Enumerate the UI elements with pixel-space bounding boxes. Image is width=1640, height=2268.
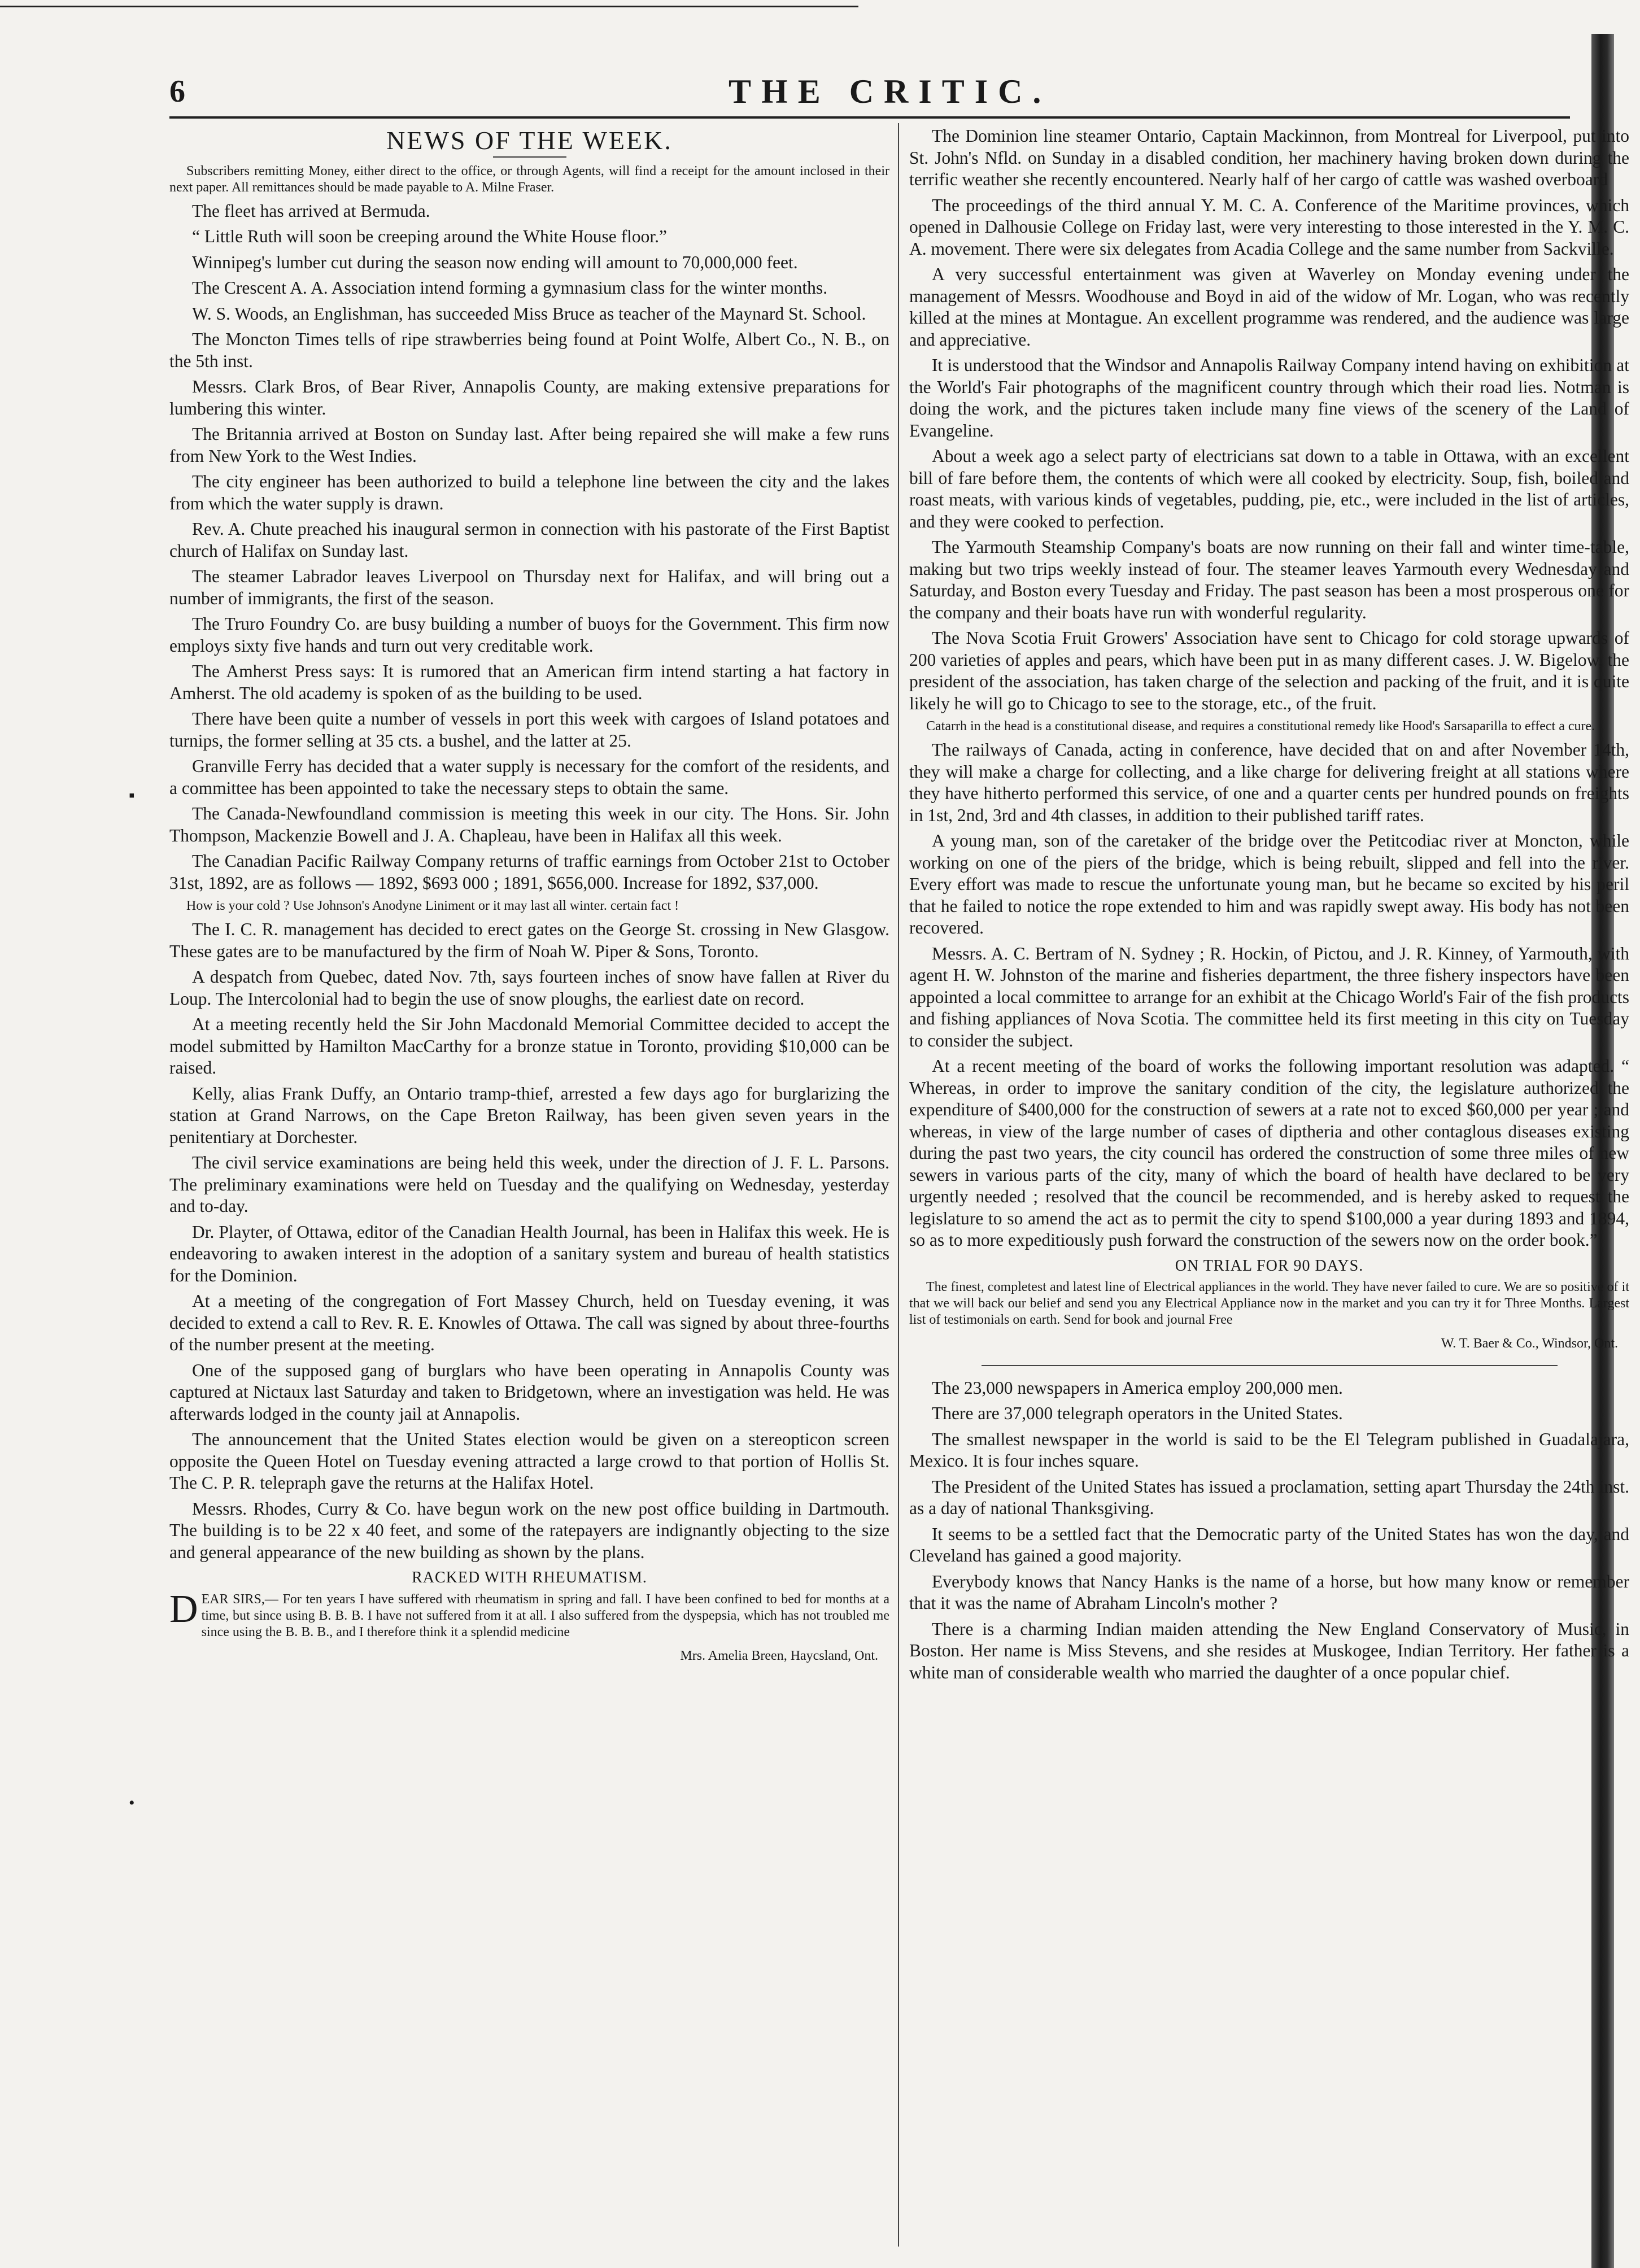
news-item: The Moncton Times tells of ripe strawberries being found at Point Wolfe, Albert Co., N. B., on the 5th inst.	[169, 329, 889, 371]
advertisement-title: ON TRIAL FOR 90 DAYS.	[1175, 1257, 1364, 1275]
news-item: The smallest newspaper in the world is said to be the El Telegram published in Guadalajara, Mexico. It is four inches square.	[909, 1429, 1629, 1471]
news-item: About a week ago a select party of electricians sat down to a table in Ottawa, with an excellent bill of fare before them, the contents of which were all cooked by electricity. Soup, fish, boiled and roast meats, with various kinds of vegetables, pudding, pie, etc., were included in the list of articles, and they were cooked to perfection.	[909, 446, 1629, 531]
news-item: At a meeting of the congregation of Fort Massey Church, held on Tuesday evening, it was decided to extend a call to Rev. R. E. Knowles of Ottawa. The call was signed by about three-fourths of the number present at the meeting.	[169, 1291, 889, 1354]
page-number: 6	[169, 74, 185, 109]
advertisement-liniment: How is your cold ? Use Johnson's Anodyne Liniment or it may last all winter. certain fact !	[186, 899, 679, 913]
news-item: At a recent meeting of the board of works the following important resolution was adapted. “ Whereas, in order to improve the sanitary condition of the city, the legislature authorized the expenditure of $400,000 for the construction of sewers at a rate not to exced $60,000 per year ; and whereas, in view of the large number of cases of diptheria and other contaglous diseases existing during the past two years, the city council has ordered the construction of some three miles of new sewers in various parts of the city, many of which the board of health have declared to be very urgently needed ; resolved that the council be recommended, and is hereby asked to request the legislature to so amend the act as to permit the city to spend $100,000 a year during 1893 and 1894, so as to more expeditiously push forward the construction of the sewers now on the order book.”	[909, 1056, 1629, 1250]
news-item: The fleet has arrived at Bermuda.	[192, 200, 430, 221]
advertisement-title: RACKED WITH RHEUMATISM.	[412, 1569, 647, 1586]
news-item: The railways of Canada, acting in conference, have decided that on and after November 14th, they will make a charge for collecting, and a like charge for delivering freight at all stations where they have hitherto performed this service, of one and a quarter cents per hundred pounds on freights in 1st, 2nd, 3rd and 4th classes, in addition to their published tariff rates.	[909, 740, 1629, 825]
advertisement-signature: Mrs. Amelia Breen, Haycsland, Ont.	[680, 1648, 878, 1663]
news-item: One of the supposed gang of burglars who have been operating in Annapolis County was captured at Nictaux last Saturday and taken to Bridgetown, where an investigation was held. He was afterwards lodged in the county jail at Annapolis.	[169, 1360, 889, 1424]
news-item: The steamer Labrador leaves Liverpool on Thursday next for Halifax, and will bring out a number of immigrants, the first of the season.	[169, 566, 889, 608]
news-item: Everybody knows that Nancy Hanks is the name of a horse, but how many know or remember that it was the name of Abraham Lincoln's mother ?	[909, 1571, 1629, 1613]
news-item: It seems to be a settled fact that the Democratic party of the United States has won the day, and Cleveland has gained a good majority.	[909, 1524, 1629, 1565]
news-item: The Amherst Press says: It is rumored that an American firm intend starting a hat factory in Amherst. The old academy is spoken of as the building to be used.	[169, 661, 889, 703]
top-border-rule	[0, 0, 858, 7]
news-item: A young man, son of the caretaker of the bridge over the Petitcodiac river at Moncton, while working on one of the piers of the bridge, which is being rebuilt, slipped and fell into the river. Every effort was made to rescue the unfortunate young man, but he became so excited by his peril that he failed to notice the rope extended to him and was rapidly swept away. His body has not been recovered.	[909, 831, 1629, 937]
margin-mark: •	[129, 1794, 135, 1812]
column-divider	[898, 123, 899, 2247]
news-item: Messrs. Clark Bros, of Bear River, Annapolis County, are making extensive preparations for lumbering this winter.	[169, 377, 889, 418]
news-item: A despatch from Quebec, dated Nov. 7th, says fourteen inches of snow have fallen at River du Loup. The Intercolonial had to begin the use of snow ploughs, the earliest date on record.	[169, 967, 889, 1009]
news-item: The proceedings of the third annual Y. M. C. A. Conference of the Maritime provinces, which opened in Dalhousie College on Friday last, were very interesting to those interested in the Y. M. C. A. movement. There were six delegates from Acadia College and the same number from Sackville.	[909, 195, 1629, 259]
advertisement-body: The finest, completest and latest line of Electrical appliances in the world. They have never failed to cure. We are so positive of it that we will back our belief and send you any Electrical Appliance now in the market and you can try it for Three Months. Largest list of testimonials on earth. Send for book and journal Free	[909, 1280, 1629, 1327]
news-item: The Crescent A. A. Association intend forming a gymnasium class for the winter months.	[192, 278, 828, 298]
news-item: The I. C. R. management has decided to erect gates on the George St. crossing in New Glasgow. These gates are to be manufactured by the firm of Noah W. Piper & Sons, Toronto.	[169, 919, 889, 961]
news-item: W. S. Woods, an Englishman, has succeeded Miss Bruce as teacher of the Maynard St. School.	[192, 303, 866, 324]
advertisement-signature: W. T. Baer & Co., Windsor, Ont.	[1441, 1336, 1618, 1351]
news-item: There have been quite a number of vessels in port this week with cargoes of Island potatoes and turnips, the former selling at 35 cts. a bushel, and the latter at 25.	[169, 709, 889, 751]
news-item: It is understood that the Windsor and Annapolis Railway Company intend having on exhibition at the World's Fair photographs of the magnificent country through which their road lies. Notman is doing the work, and the pictures taken include many fine views of the scenery of the Land of Evangeline.	[909, 355, 1629, 440]
subscription-notice: Subscribers remitting Money, either direct to the office, or through Agents, will find a receipt for the amount inclosed in their next paper. All remittances should be made payable to A. Milne Fraser.	[169, 163, 889, 195]
margin-mark: ▪	[129, 786, 135, 805]
news-item: The Truro Foundry Co. are busy building a number of buoys for the Government. This firm now employs sixty five hands and turn out very creditable work.	[169, 614, 889, 656]
news-item: The 23,000 newspapers in America employ 200,000 men.	[932, 1377, 1343, 1398]
news-item: The President of the United States has issued a proclamation, setting apart Thursday the 24th inst. as a day of national Thanksgiving.	[909, 1476, 1629, 1518]
news-item: There are 37,000 telegraph operators in the United States.	[932, 1403, 1343, 1423]
drop-cap: D	[169, 1587, 198, 1631]
title-rule	[493, 156, 566, 158]
news-item: There is a charming Indian maiden attending the New England Conservatory of Music, in Boston. Her name is Miss Stevens, and she resides at Muskogee, Indian Territory. Her father is a white man of considerable wealth who married the daughter of a once popular chief.	[909, 1619, 1629, 1682]
news-item: Messrs. Rhodes, Curry & Co. have begun work on the new post office building in Dartmouth. The building is to be 22 x 40 feet, and some of the ratepayers are indignantly objecting to the size and general appearance of the new building as shown by the plans.	[169, 1498, 889, 1562]
advertisement-letter	[169, 1587, 889, 1641]
section-separator	[982, 1365, 1558, 1366]
news-item: Dr. Playter, of Ottawa, editor of the Canadian Health Journal, has been in Halifax this week. He is endeavoring to awaken interest in the adoption of a sanitary system and bureau of health statistics for the Dominion.	[169, 1222, 889, 1285]
left-column	[169, 125, 889, 2249]
news-item: The city engineer has been authorized to build a telephone line between the city and the lakes from which the water supply is drawn.	[169, 472, 889, 513]
news-item: The Britannia arrived at Boston on Sunday last. After being repaired she will make a few runs from New York to the West Indies.	[169, 424, 889, 466]
news-item: A very successful entertainment was given at Waverley on Monday evening under the management of Messrs. Woodhouse and Boyd in aid of the widow of Mr. Logan, who was recently killed at the mines at Montague. An excellent programme was rendered, and the audience was large and appreciative.	[909, 264, 1629, 350]
news-item: At a meeting recently held the Sir John Macdonald Memorial Committee decided to accept the model submitted by Hamilton MacCarthy for a bronze statue in Toronto, providing $10,000 can be raised.	[169, 1014, 889, 1078]
news-item: Granville Ferry has decided that a water supply is necessary for the comfort of the residents, and a committee has been appointed to take the necessary steps to obtain the same.	[169, 756, 889, 798]
news-item: “ Little Ruth will soon be creeping around the White House floor.”	[192, 226, 667, 246]
masthead-title: THE CRITIC.	[729, 73, 1052, 110]
news-item: The civil service examinations are being held this week, under the direction of J. F. L. Parsons. The preliminary examinations were held on Tuesday and the qualifying on Wednesday, yesterday and to-day.	[169, 1153, 889, 1216]
right-column	[909, 125, 1629, 2249]
news-item: The Yarmouth Steamship Company's boats are now running on their fall and winter time-table, making but two trips weekly instead of four. The steamer leaves Yarmouth every Wednesday and Saturday, and Boston every Tuesday and Friday. The past season has been a most prosperous one for the company and their boats have run with wonderful regularity.	[909, 537, 1629, 622]
news-item: The Nova Scotia Fruit Growers' Association have sent to Chicago for cold storage upwards of 200 varieties of apples and pears, which have been put in as many different cases. J. W. Bigelow, the president of the association, has taken charge of the selection and packing of the fruit, and it is quite likely he will go to Chicago to see to the storage, etc., of the fruit.	[909, 628, 1629, 713]
advertisement-catarrh: Catarrh in the head is a constitutional disease, and requires a constitutional remedy like Hood's Sarsaparilla to effect a cure.	[926, 719, 1595, 734]
news-item: Messrs. A. C. Bertram of N. Sydney ; R. Hockin, of Pictou, and J. R. Kinney, of Yarmouth, with agent H. W. Johnston of the marine and fisheries department, the three fishery inspectors have been appointed a local committee to arrange for an exhibit at the Chicago World's Fair of the fish products and fishing appliances of Nova Scotia. The committee held its first meeting in this city on Tuesday to consider the subject.	[909, 943, 1629, 1050]
advertisement-body: EAR SIRS,— For ten years I have suffered with rheumatism in spring and fall. I have been confined to bed for months at a time, but since using B. B. B. I have not suffered from it at all. I also suffered from the dyspepsia, which has not troubled me since using the B. B. B., and I therefore think it a splendid medicine	[201, 1591, 889, 1639]
news-item: Rev. A. Chute preached his inaugural sermon in connection with his pastorate of the First Baptist church of Halifax on Sunday last.	[169, 519, 889, 561]
section-title: NEWS OF THE WEEK.	[386, 126, 673, 155]
news-item: The Canada-Newfoundland commission is meeting this week in our city. The Hons. Sir. John Thompson, Mackenzie Bowell and J. A. Chapleau, have been in Halifax all this week.	[169, 804, 889, 845]
news-item: Kelly, alias Frank Duffy, an Ontario tramp-thief, arrested a few days ago for burglarizing the station at Grand Narrows, on the Cape Breton Railway, has been given seven years in the penitentiary at Dorchester.	[169, 1083, 889, 1147]
news-item: Winnipeg's lumber cut during the season now ending will amount to 70,000,000 feet.	[192, 252, 798, 272]
news-item: The announcement that the United States election would be given on a stereopticon screen opposite the Queen Hotel on Tuesday evening attracted a large crowd to that portion of Hollis St. The C. P. R. telepraph gave the returns at the Halifax Hotel.	[169, 1429, 889, 1493]
news-item: The Dominion line steamer Ontario, Captain Mackinnon, from Montreal for Liverpool, put into St. John's Nfld. on Sunday in a disabled condition, her machinery having broken down during the terrific weather she recently encountered. Nearly half of her cargo of cattle was washed overboard	[909, 126, 1629, 189]
news-item: The Canadian Pacific Railway Company returns of traffic earnings from October 21st to October 31st, 1892, are as follows — 1892, $693 000 ; 1891, $656,000. Increase for 1892, $37,000.	[169, 851, 889, 893]
header-rule	[169, 116, 1570, 119]
